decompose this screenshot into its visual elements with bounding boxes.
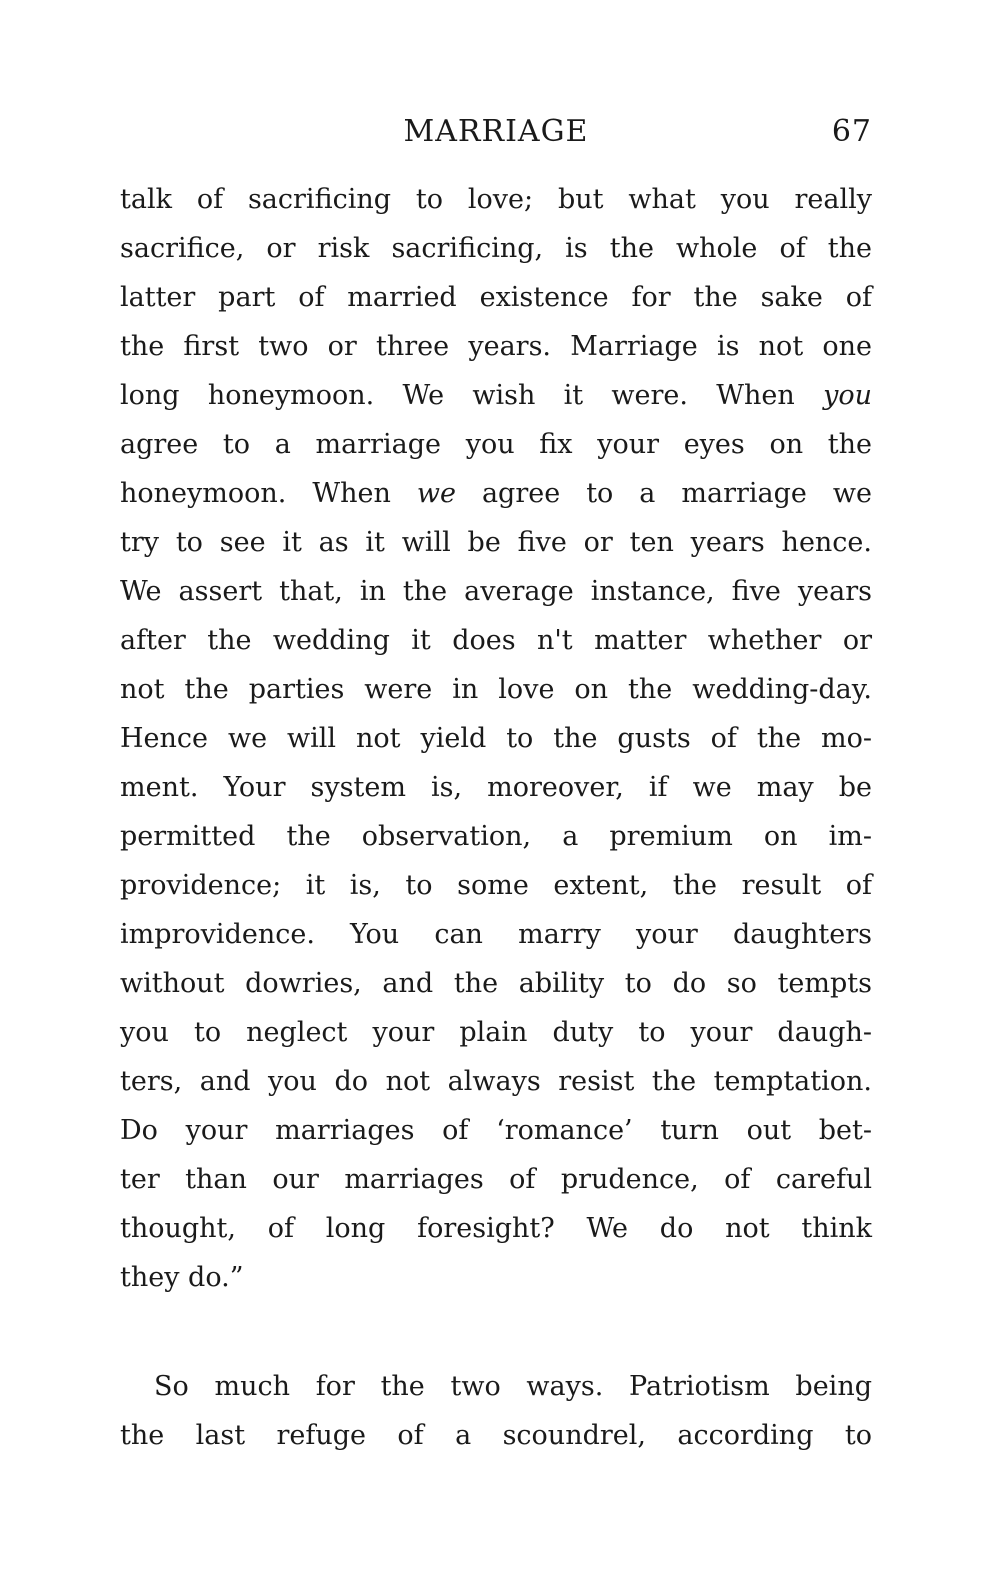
italic-word: we: [416, 478, 456, 509]
chapter-title: MARRIAGE: [403, 114, 589, 149]
text-line: the last refuge of a scoundrel, according to: [120, 1420, 872, 1451]
paragraph-2: [120, 1362, 872, 1460]
italic-word: you: [823, 380, 872, 411]
running-head: [120, 106, 872, 156]
page-number: 67: [831, 114, 872, 149]
text-line: without dowries, and the ability to do so tempts: [120, 968, 872, 999]
text-line: [120, 469, 872, 518]
paragraph-1: [120, 175, 872, 1302]
text-line: talk of sacrificing to love; but what you really: [120, 184, 872, 215]
text-line: latter part of married existence for the sake of: [120, 282, 872, 313]
text-line: they do.”: [120, 1262, 244, 1293]
text-line: ters, and you do not always resist the temptation.: [120, 1066, 872, 1097]
text-span: agree to a marriage we: [455, 478, 872, 509]
text-line: not the parties were in love on the wedding-day.: [120, 674, 872, 705]
text-line: So much for the two ways. Patriotism being: [154, 1371, 872, 1402]
text-line: the first two or three years. Marriage is not one: [120, 331, 872, 362]
text-line: ment. Your system is, moreover, if we may be: [120, 772, 872, 803]
text-span: long honeymoon. We wish it were. When: [120, 380, 824, 411]
text-line: after the wedding it does n't matter whether or: [120, 625, 872, 656]
text-line: sacrifice, or risk sacrificing, is the whole of the: [120, 233, 872, 264]
text-line: Do your marriages of ‘romance’ turn out bet-: [120, 1115, 872, 1146]
text-line: providence; it is, to some extent, the result of: [120, 870, 872, 901]
text-line: [120, 371, 872, 420]
text-line: Hence we will not yield to the gusts of the mo-: [120, 723, 872, 754]
text-line: We assert that, in the average instance, five years: [120, 576, 872, 607]
text-line: thought, of long foresight? We do not think: [120, 1213, 872, 1244]
text-line: ter than our marriages of prudence, of careful: [120, 1164, 872, 1195]
text-line: try to see it as it will be five or ten years hence.: [120, 527, 872, 558]
text-line: improvidence. You can marry your daughters: [120, 919, 872, 950]
text-line: agree to a marriage you fix your eyes on the: [120, 429, 872, 460]
text-span: honeymoon. When: [120, 478, 417, 509]
text-line: permitted the observation, a premium on im-: [120, 821, 872, 852]
text-line: you to neglect your plain duty to your daugh-: [120, 1017, 872, 1048]
